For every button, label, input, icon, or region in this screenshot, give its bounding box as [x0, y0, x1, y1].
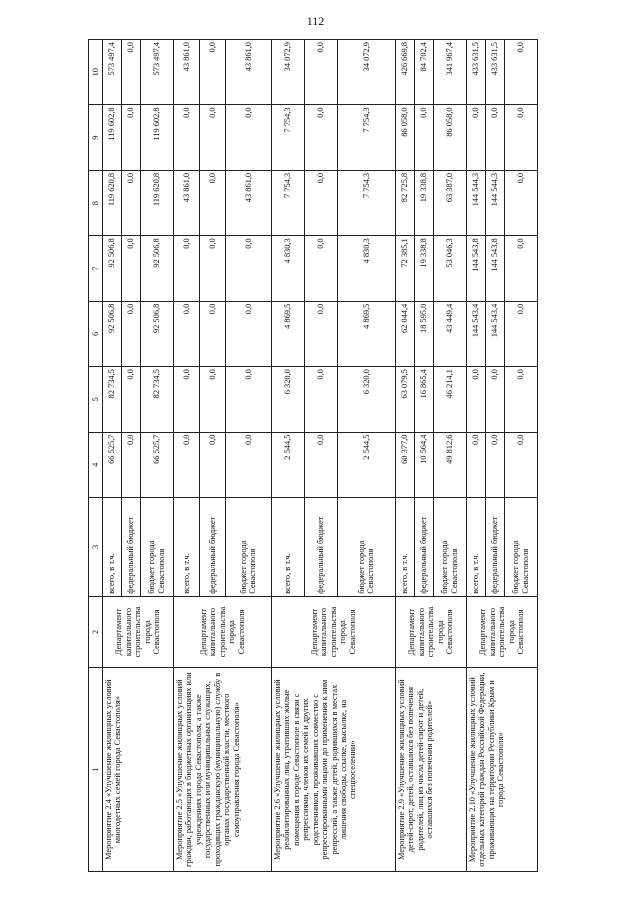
value-cell: 19 338,8 [414, 170, 433, 235]
value-cell: 144 543,4 [466, 301, 485, 366]
value-cell: 62 044,4 [395, 301, 414, 366]
event-cell: Мероприятие 2.6 «Улучшение жилищных условий реабилитированных лиц, утративших жилые помещения в городе Севастополе в связи с репрессиями, членов их семей и других родственников, проживавших совместно с репрессированными лицами до применения к ним репрессий, а также детей, родившихся в местах лишения свободы, ссылке, высылке, на спецпоселении» [271, 668, 395, 872]
value-cell: 0,0 [173, 105, 199, 170]
table-row [466, 40, 485, 872]
value-cell: 119 620,8 [103, 170, 122, 235]
funding-source-cell: федеральный бюджет [414, 497, 433, 596]
value-cell: 86 058,0 [395, 105, 414, 170]
value-cell: 60 377,0 [395, 432, 414, 497]
value-cell: 43 861,0 [225, 170, 271, 235]
value-cell: 2 544,5 [337, 432, 395, 497]
value-cell: 7 754,3 [337, 170, 395, 235]
column-header: 10 [89, 40, 103, 105]
value-cell: 0,0 [304, 301, 337, 366]
value-cell: 119 620,8 [140, 170, 173, 235]
value-cell: 18 595,0 [414, 301, 433, 366]
column-header: 8 [89, 170, 103, 235]
value-cell: 72 385,1 [395, 236, 414, 301]
funding-source-cell: всего, в т.ч. [271, 497, 304, 596]
value-cell: 0,0 [225, 432, 271, 497]
funding-source-cell: федеральный бюджет [199, 497, 225, 596]
value-cell: 4 869,5 [271, 301, 304, 366]
value-cell: 92 506,8 [140, 236, 173, 301]
value-cell: 82 734,5 [103, 367, 122, 432]
value-cell: 0,0 [304, 170, 337, 235]
value-cell: 144 543,4 [485, 301, 504, 366]
value-cell: 0,0 [504, 236, 537, 301]
column-header: 1 [89, 668, 103, 872]
value-cell: 0,0 [504, 170, 537, 235]
value-cell: 0,0 [199, 432, 225, 497]
funding-source-cell: федеральный бюджет [121, 497, 140, 596]
value-cell: 0,0 [121, 432, 140, 497]
column-header: 6 [89, 301, 103, 366]
value-cell: 0,0 [414, 105, 433, 170]
page-number: 112 [306, 14, 325, 28]
value-cell: 0,0 [199, 236, 225, 301]
table-row [395, 40, 414, 872]
column-header: 7 [89, 236, 103, 301]
rotated-table-wrapper [88, 39, 538, 872]
value-cell: 0,0 [466, 367, 485, 432]
value-cell: 92 506,8 [103, 301, 122, 366]
value-cell: 7 754,3 [337, 105, 395, 170]
value-cell: 0,0 [173, 432, 199, 497]
value-cell: 0,0 [504, 301, 537, 366]
value-cell: 0,0 [485, 367, 504, 432]
column-header: 5 [89, 367, 103, 432]
executor-cell: Департамент капитального строительства города Севастополя [271, 596, 395, 668]
executor-cell: Департамент капитального строительства города Севастополя [103, 596, 174, 668]
value-cell: 0,0 [304, 236, 337, 301]
table-body [103, 40, 538, 872]
value-cell: 0,0 [304, 367, 337, 432]
value-cell: 4 830,3 [271, 236, 304, 301]
funding-source-cell: бюджет города Севастополя [337, 497, 395, 596]
value-cell: 0,0 [121, 301, 140, 366]
value-cell: 0,0 [121, 236, 140, 301]
value-cell: 0,0 [121, 170, 140, 235]
funding-source-cell: федеральный бюджет [304, 497, 337, 596]
value-cell: 82 734,5 [140, 367, 173, 432]
event-cell: Мероприятие 2.5 «Улучшение жилищных условий граждан, работающих в бюджетных организациях или учреждениях города Севастополя, а также государственных или муниципальных служащих, проходящих гражданскую (муниципальную) службу в органах государственной власти, местного самоуправления города Севастополя» [173, 668, 271, 872]
value-cell: 0,0 [485, 432, 504, 497]
value-cell: 0,0 [199, 367, 225, 432]
funding-source-cell: всего, в т.ч. [466, 497, 485, 596]
value-cell: 0,0 [485, 105, 504, 170]
funding-source-cell: бюджет города Севастополя [225, 497, 271, 596]
value-cell: 0,0 [225, 105, 271, 170]
value-cell: 16 865,4 [414, 367, 433, 432]
table-row [173, 40, 199, 872]
value-cell: 144 543,8 [466, 236, 485, 301]
executor-cell: Департамент капитального строительства города Севастополя [395, 596, 466, 668]
value-cell: 82 725,8 [395, 170, 414, 235]
value-cell: 43 449,4 [433, 301, 466, 366]
value-cell: 0,0 [504, 105, 537, 170]
executor-cell: Департамент капитального строительства города Севастополя [173, 596, 271, 668]
table-row [103, 40, 122, 872]
value-cell: 573 497,4 [103, 40, 122, 105]
executor-cell: Департамент капитального строительства города Севастополя [466, 596, 537, 668]
funding-source-cell: бюджет города Севастополя [504, 497, 537, 596]
value-cell: 0,0 [504, 367, 537, 432]
funding-source-cell: бюджет города Севастополя [140, 497, 173, 596]
column-header: 4 [89, 432, 103, 497]
column-header: 9 [89, 105, 103, 170]
value-cell: 43 861,0 [225, 40, 271, 105]
value-cell: 0,0 [121, 40, 140, 105]
value-cell: 7 754,3 [271, 170, 304, 235]
value-cell: 0,0 [199, 170, 225, 235]
budget-table [88, 39, 538, 872]
event-cell: Мероприятие 2.9 «Улучшение жилищных условий детей-сирот, детей, оставшихся без попечения родителей, лиц из числа детей-сирот и детей, оставшихся без попечения родителей» [395, 668, 466, 872]
value-cell: 63 387,0 [433, 170, 466, 235]
funding-source-cell: бюджет города Севастополя [433, 497, 466, 596]
value-cell: 0,0 [121, 367, 140, 432]
value-cell: 4 830,3 [337, 236, 395, 301]
value-cell: 7 754,3 [271, 105, 304, 170]
value-cell: 0,0 [466, 105, 485, 170]
value-cell: 2 544,5 [271, 432, 304, 497]
value-cell: 119 602,8 [140, 105, 173, 170]
value-cell: 0,0 [225, 301, 271, 366]
value-cell: 341 967,4 [433, 40, 466, 105]
value-cell: 0,0 [466, 432, 485, 497]
funding-source-cell: всего, в т.ч. [395, 497, 414, 596]
value-cell: 144 543,8 [485, 236, 504, 301]
value-cell: 53 046,3 [433, 236, 466, 301]
value-cell: 433 631,5 [466, 40, 485, 105]
value-cell: 0,0 [173, 301, 199, 366]
column-header: 2 [89, 596, 103, 668]
event-cell: Мероприятие 2.10 «Улучшение жилищных условий отдельных категорий граждан Российской Федерации, проживающих на территории Республики Крым и города Севастополя» [466, 668, 537, 872]
value-cell: 433 631,5 [485, 40, 504, 105]
value-cell: 34 072,9 [337, 40, 395, 105]
value-cell: 119 602,8 [103, 105, 122, 170]
value-cell: 0,0 [199, 301, 225, 366]
value-cell: 0,0 [304, 432, 337, 497]
value-cell: 0,0 [199, 40, 225, 105]
value-cell: 92 506,8 [103, 236, 122, 301]
funding-source-cell: всего, в т.ч. [103, 497, 122, 596]
value-cell: 0,0 [173, 236, 199, 301]
value-cell: 144 544,3 [466, 170, 485, 235]
value-cell: 6 320,0 [271, 367, 304, 432]
value-cell: 0,0 [199, 105, 225, 170]
value-cell: 34 072,9 [271, 40, 304, 105]
value-cell: 86 058,0 [433, 105, 466, 170]
value-cell: 66 525,7 [140, 432, 173, 497]
value-cell: 43 861,0 [173, 170, 199, 235]
value-cell: 63 079,5 [395, 367, 414, 432]
value-cell: 0,0 [504, 40, 537, 105]
value-cell: 10 564,4 [414, 432, 433, 497]
value-cell: 49 812,6 [433, 432, 466, 497]
table-row [271, 40, 304, 872]
value-cell: 573 497,4 [140, 40, 173, 105]
value-cell: 4 869,5 [337, 301, 395, 366]
value-cell: 144 544,3 [485, 170, 504, 235]
value-cell: 0,0 [304, 40, 337, 105]
value-cell: 0,0 [225, 236, 271, 301]
value-cell: 6 320,0 [337, 367, 395, 432]
value-cell: 19 338,8 [414, 236, 433, 301]
value-cell: 66 525,7 [103, 432, 122, 497]
value-cell: 84 702,4 [414, 40, 433, 105]
value-cell: 0,0 [121, 105, 140, 170]
value-cell: 46 214,1 [433, 367, 466, 432]
funding-source-cell: всего, в т.ч. [173, 497, 199, 596]
column-header: 3 [89, 497, 103, 596]
value-cell: 0,0 [225, 367, 271, 432]
event-cell: Мероприятие 2.4 «Улучшение жилищных условий многодетных семей города Севастополя» [103, 668, 174, 872]
header-row [89, 40, 103, 872]
value-cell: 92 506,8 [140, 301, 173, 366]
value-cell: 43 861,0 [173, 40, 199, 105]
funding-source-cell: федеральный бюджет [485, 497, 504, 596]
value-cell: 426 669,8 [395, 40, 414, 105]
value-cell: 0,0 [173, 367, 199, 432]
value-cell: 0,0 [504, 432, 537, 497]
value-cell: 0,0 [304, 105, 337, 170]
